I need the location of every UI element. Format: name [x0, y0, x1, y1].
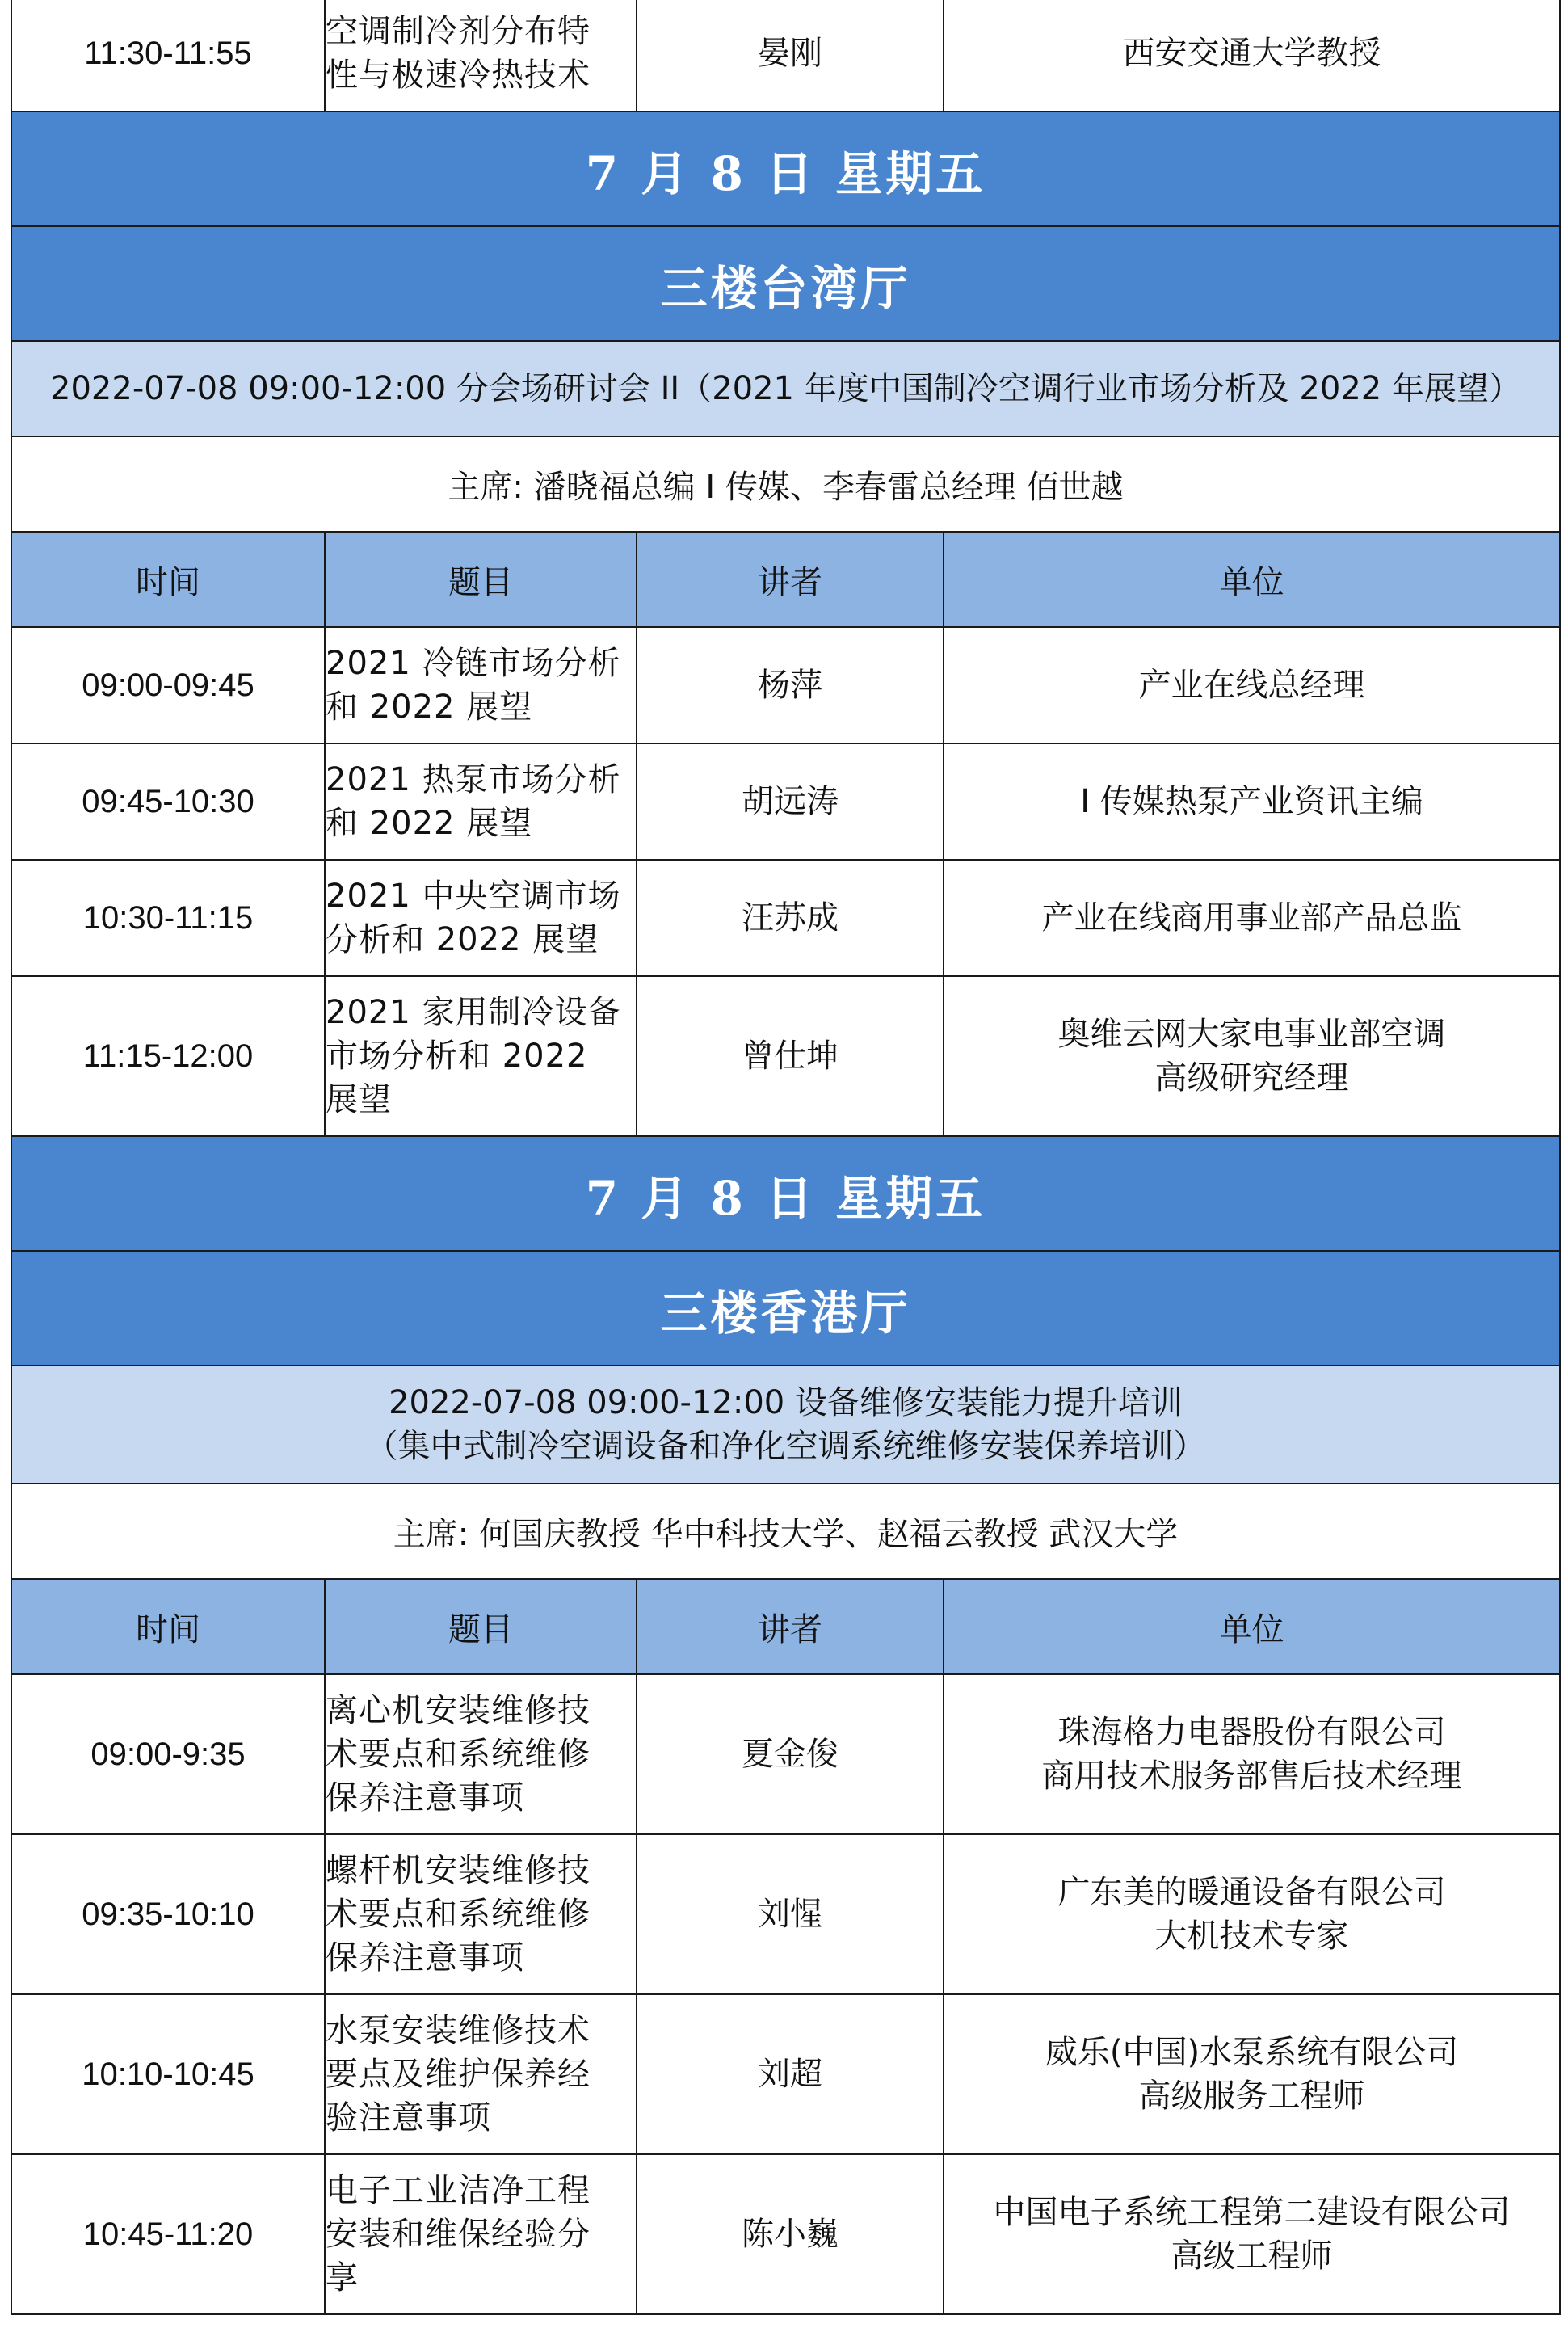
- time-cell: 10:45-11:20: [11, 2154, 325, 2314]
- topic-line: 电子工业洁净工程: [326, 2172, 591, 2209]
- unit-cell: [944, 976, 1560, 1136]
- topic-cell: [325, 743, 637, 860]
- speaker-cell: 刘超: [637, 1994, 944, 2154]
- chair-row: [11, 1484, 1560, 1579]
- topic-line: 水泵安装维修技术: [326, 2012, 591, 2049]
- unit-cell: 产业在线商用事业部产品总监: [944, 860, 1560, 976]
- date-banner-text: 7 月 8 日 星期五: [585, 146, 986, 201]
- session-line: （集中式制冷空调设备和净化空调系统维修安装保养培训）: [365, 1428, 1206, 1465]
- hall-title: 三楼台湾厅: [660, 261, 911, 316]
- header-unit: 单位: [944, 532, 1560, 627]
- session-info: [11, 1366, 1560, 1484]
- header-topic: 题目: [325, 1579, 637, 1674]
- topic-cell: [325, 627, 637, 743]
- unit-line: 珠海格力电器股份有限公司: [1057, 1714, 1446, 1751]
- unit-line: 奥维云网大家电事业部空调: [1057, 1016, 1446, 1053]
- date-banner: [11, 1136, 1560, 1251]
- time-cell: 09:35-10:10: [11, 1834, 325, 1994]
- topic-line: 保养注意事项: [326, 1779, 524, 1817]
- chair-text: 主席: 何国庆教授 华中科技大学、赵福云教授 武汉大学: [11, 1484, 1560, 1579]
- time-cell: 11:15-12:00: [11, 976, 325, 1136]
- time-cell: 09:45-10:30: [11, 743, 325, 860]
- topic-line: 术要点和系统维修: [326, 1896, 591, 1933]
- topic-line: 享: [326, 2259, 359, 2296]
- table-row: [11, 1834, 1560, 1994]
- table-row: [11, 976, 1560, 1136]
- topic-line: 安装和维保经验分: [326, 2216, 591, 2253]
- hall-banner: [11, 226, 1560, 341]
- topic-line: 验注意事项: [326, 2099, 491, 2136]
- unit-line: 大机技术专家: [1154, 1918, 1349, 1955]
- topic-line: 离心机安装维修技: [326, 1692, 591, 1729]
- speaker-cell: 胡远涛: [637, 743, 944, 860]
- table-row: [11, 0, 1560, 112]
- session-line: 2022-07-08 09:00-12:00 设备维修安装能力提升培训: [389, 1384, 1183, 1421]
- table-row: [11, 860, 1560, 976]
- unit-cell: [944, 1834, 1560, 1994]
- topic-cell: [325, 860, 637, 976]
- hall-title: 三楼香港厅: [660, 1286, 911, 1341]
- unit-line: 高级研究经理: [1154, 1059, 1349, 1097]
- topic-line: 2021 中央空调市场: [326, 878, 621, 915]
- chair-row: [11, 436, 1560, 532]
- table-row: [11, 743, 1560, 860]
- topic-line: 术要点和系统维修: [326, 1736, 591, 1773]
- topic-line: 和 2022 展望: [326, 688, 533, 726]
- chair-text: 主席: 潘晓福总编 I 传媒、李春雷总经理 佰世越: [11, 436, 1560, 532]
- header-topic: 题目: [325, 532, 637, 627]
- header-speaker: 讲者: [637, 532, 944, 627]
- speaker-cell: 陈小巍: [637, 2154, 944, 2314]
- unit-line: 商用技术服务部售后技术经理: [1041, 1758, 1462, 1795]
- topic-line: 要点及维护保养经: [326, 2056, 591, 2093]
- topic-line: 螺杆机安装维修技: [326, 1852, 591, 1889]
- speaker-cell: 杨萍: [637, 627, 944, 743]
- schedule-table: [11, 0, 1561, 2315]
- time-cell: 09:00-09:45: [11, 627, 325, 743]
- session-info: [11, 341, 1560, 436]
- topic-line: 分析和 2022 展望: [326, 921, 599, 958]
- unit-cell: 西安交通大学教授: [944, 0, 1560, 112]
- header-time: 时间: [11, 532, 325, 627]
- header-speaker: 讲者: [637, 1579, 944, 1674]
- topic-cell: [325, 1674, 637, 1834]
- table-row: [11, 2154, 1560, 2314]
- topic-line: 2021 冷链市场分析: [326, 645, 621, 682]
- column-headers: [11, 1579, 1560, 1674]
- topic-line: 性与极速冷热技术: [326, 56, 591, 94]
- header-unit: 单位: [944, 1579, 1560, 1674]
- topic-line: 空调制冷剂分布特: [326, 12, 591, 50]
- topic-line: 2021 热泵市场分析: [326, 761, 621, 798]
- table-row: [11, 1994, 1560, 2154]
- speaker-cell: 曾仕坤: [637, 976, 944, 1136]
- table-row: [11, 1674, 1560, 1834]
- header-time: 时间: [11, 1579, 325, 1674]
- column-headers: [11, 532, 1560, 627]
- date-banner-text: 7 月 8 日 星期五: [585, 1171, 986, 1226]
- topic-cell: [325, 0, 637, 112]
- date-banner: [11, 112, 1560, 226]
- topic-cell: [325, 1834, 637, 1994]
- session-text: [11, 1366, 1560, 1484]
- topic-cell: [325, 2154, 637, 2314]
- unit-cell: [944, 2154, 1560, 2314]
- table-row: [11, 627, 1560, 743]
- unit-line: 威乐(中国)水泵系统有限公司: [1045, 2034, 1459, 2071]
- session-text: 2022-07-08 09:00-12:00 分会场研讨会 II（2021 年度中国制冷空调行业市场分析及 2022 年展望）: [11, 341, 1560, 436]
- unit-cell: 产业在线总经理: [944, 627, 1560, 743]
- unit-cell: [944, 1674, 1560, 1834]
- unit-line: 中国电子系统工程第二建设有限公司: [993, 2194, 1511, 2231]
- topic-cell: [325, 1994, 637, 2154]
- topic-line: 市场分析和 2022: [326, 1038, 588, 1075]
- topic-line: 保养注意事项: [326, 1939, 524, 1976]
- time-cell: 09:00-9:35: [11, 1674, 325, 1834]
- speaker-cell: 晏刚: [637, 0, 944, 112]
- speaker-cell: 汪苏成: [637, 860, 944, 976]
- time-cell: 10:30-11:15: [11, 860, 325, 976]
- topic-cell: [325, 976, 637, 1136]
- topic-line: 2021 家用制冷设备: [326, 994, 621, 1031]
- unit-cell: I 传媒热泵产业资讯主编: [944, 743, 1560, 860]
- topic-line: 展望: [326, 1081, 392, 1118]
- unit-line: 高级工程师: [1171, 2237, 1333, 2275]
- topic-line: 和 2022 展望: [326, 805, 533, 842]
- unit-cell: [944, 1994, 1560, 2154]
- time-cell: 11:30-11:55: [11, 0, 325, 112]
- unit-line: 高级服务工程师: [1138, 2078, 1365, 2115]
- unit-line: 广东美的暖通设备有限公司: [1057, 1874, 1446, 1911]
- speaker-cell: 刘惺: [637, 1834, 944, 1994]
- time-cell: 10:10-10:45: [11, 1994, 325, 2154]
- hall-banner: [11, 1251, 1560, 1366]
- speaker-cell: 夏金俊: [637, 1674, 944, 1834]
